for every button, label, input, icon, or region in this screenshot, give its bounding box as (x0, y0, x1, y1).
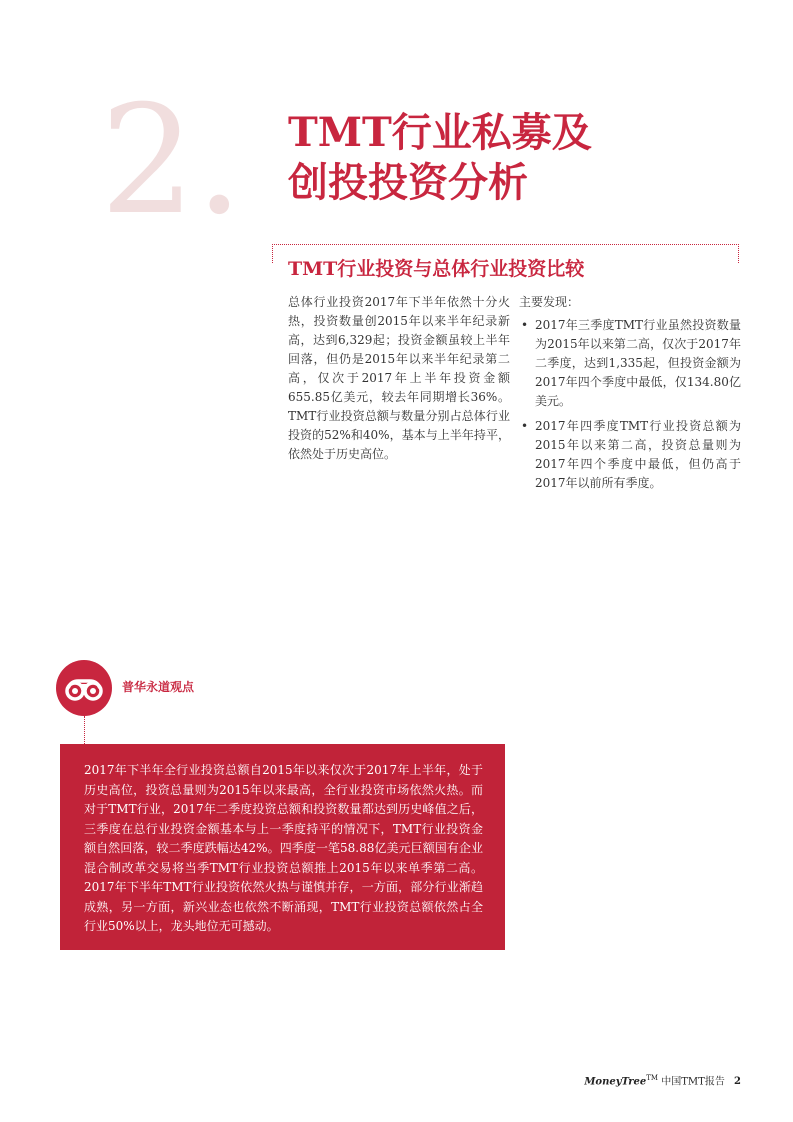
list-item (519, 417, 741, 493)
footer-trademark: TM (646, 1074, 659, 1082)
page-number: 2 (734, 1076, 741, 1088)
key-findings-list (519, 316, 741, 493)
footer-brand: MoneyTree (584, 1076, 647, 1088)
viewpoint-text: 2017年下半年全行业投资总额自2015年以来仅次于2017年上半年，处于历史高位，投资总量则为2015年以来最高，全行业投资市场依然火热。而对于TMT行业，2017年二季度投资总额和投资数量都达到历史峰值之后，三季度在总行业投资金额基本与上一季度持平的情况下，TMT行业投资金额自然回落，较二季度跌幅达42%。四季度一笔58.88亿美元巨额国有企业混合制改革交易将当季TMT行业投资总额推上2015年以来单季第二高。2017年下半年TMT行业投资依然火热与谨慎并存，一方面，部分行业渐趋成熟，另一方面，新兴业态也依然不断涌现，TMT行业投资总额依然占全行业50%以上，龙头地位无可撼动。 (84, 763, 483, 933)
list-item-text: 2017年三季度TMT行业虽然投资数量为2015年以来第二高，仅次于2017年二季度，达到1,335起，但投资金额为2017年四个季度中最低，仅134.80亿美元。 (535, 318, 741, 408)
section-title (288, 108, 592, 208)
page-footer (584, 1071, 741, 1089)
viewpoint-connector (84, 716, 85, 744)
viewpoint-badge (56, 660, 112, 716)
footer-report-title: 中国TMT报告 (661, 1076, 725, 1088)
list-item (519, 316, 741, 411)
section-number: 2. (100, 74, 244, 248)
list-item-text: 2017年四季度TMT行业投资总额为2015年以来第二高，投资总量则为2017年四个季度中最低，但仍高于2017年以前所有季度。 (535, 419, 741, 490)
bullet-icon: • (521, 419, 529, 433)
key-findings (519, 293, 741, 499)
viewpoint-box (60, 744, 505, 950)
key-findings-title: 主要发现： (519, 295, 580, 309)
binoculars-icon (56, 660, 112, 716)
section-title-line1: TMT行业私募及 (288, 109, 592, 156)
body-paragraph: 总体行业投资2017年下半年依然十分火热，投资数量创2015年以来半年纪录新高，达到6,329起；投资金额虽较上半年回落，但仍是2015年以来半年纪录第二高，仅次于2017年上半年投资金额655.85亿美元，较去年同期增长36%。TMT行业投资总额与数量分别占总体行业投资的52%和40%，基本与上半年持平，依然处于历史高位。 (288, 295, 510, 461)
subheading: TMT行业投资与总体行业投资比较 (288, 258, 585, 280)
viewpoint-label: 普华永道观点 (122, 680, 195, 694)
bullet-icon: • (521, 318, 529, 332)
section-title-line2: 创投投资分析 (288, 159, 528, 206)
